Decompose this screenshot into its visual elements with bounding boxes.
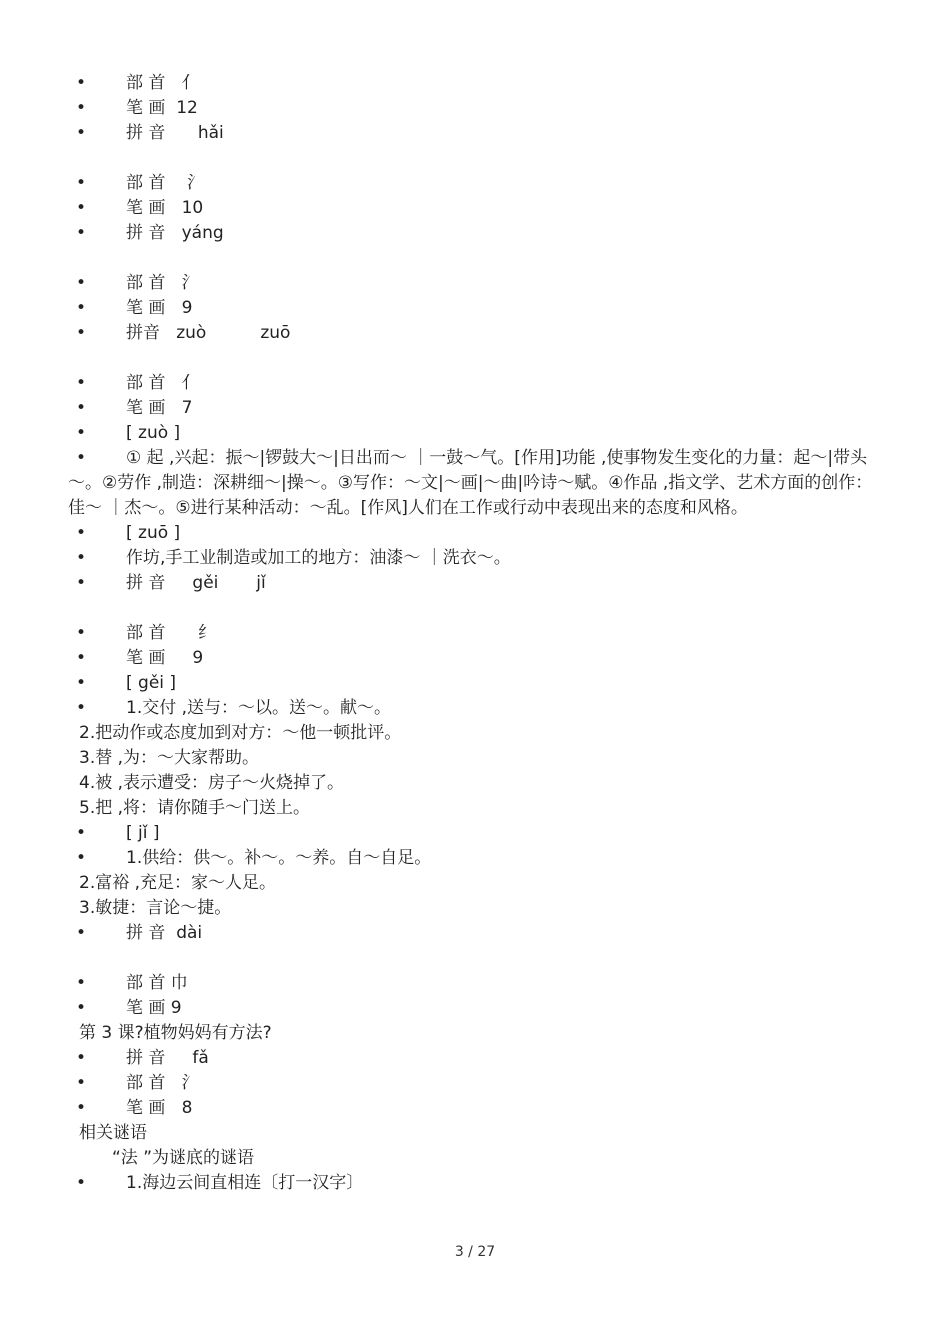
bullet-marker: • (76, 623, 87, 643)
bullet-marker: • (76, 73, 87, 93)
bullet-marker: • (76, 698, 87, 718)
bullet-marker: • (76, 998, 87, 1018)
list-item-text: [ zuō ] (126, 523, 181, 543)
bullet-marker: • (76, 848, 87, 868)
bullet-marker: • (76, 1173, 87, 1193)
list-item-text: 拼 音 dài (126, 923, 203, 943)
list-item-text: 拼音 zuò zuō (126, 323, 291, 343)
bullet-marker: • (76, 973, 87, 993)
list-item-text: 拼 音 gěi jǐ (126, 573, 266, 593)
list-item-text: 笔 画 9 (126, 298, 193, 318)
bullet-marker: • (76, 1098, 87, 1118)
list-item-text: 作坊,手工业制造或加工的地方：油漆～ ｜洗衣～。 (126, 548, 511, 568)
line-text: 5.把 ,将：请你随手～门送上。 (79, 798, 311, 818)
list-item-text: 笔 画 8 (126, 1098, 193, 1118)
list-item-text: 部 首 亻 (126, 73, 199, 93)
bullet-marker: • (76, 198, 87, 218)
line-text: “法 ”为谜底的谜语 (112, 1148, 255, 1168)
bullet-marker: • (76, 373, 87, 393)
list-item-text: 1.海边云间直相连〔打一汉字〕 (126, 1173, 364, 1193)
line-text: 3.敏捷：言论～捷。 (79, 898, 232, 918)
list-item-text: [ gěi ] (126, 673, 177, 693)
list-item-text: 拼 音 hǎi (126, 123, 224, 143)
bullet-marker: • (76, 573, 87, 593)
bullet-marker: • (76, 423, 87, 443)
bullet-marker: • (76, 548, 87, 568)
bullet-marker: • (76, 1073, 87, 1093)
line-text: 3.替 ,为：～大家帮助。 (79, 748, 260, 768)
line-text: 相关谜语 (79, 1123, 147, 1143)
list-item-text: 拼 音 yáng (126, 223, 224, 243)
list-item-text: 部 首 亻 (126, 373, 199, 393)
bullet-marker: • (76, 523, 87, 543)
list-item-text: 部 首 氵 (126, 173, 205, 193)
bullet-marker: • (76, 823, 87, 843)
list-item-text: 部 首 氵 (126, 273, 199, 293)
bullet-marker: • (76, 98, 87, 118)
list-item-text: 笔 画 7 (126, 398, 193, 418)
bullet-marker: • (76, 448, 87, 468)
list-item-text: 拼 音 fǎ (126, 1048, 209, 1068)
definition-paragraph (68, 446, 883, 521)
line-text: 2.富裕 ,充足：家～人足。 (79, 873, 277, 893)
list-item-text: [ jǐ ] (126, 823, 160, 843)
list-item-text: 1.交付 ,送与：～以。送～。献～。 (126, 698, 392, 718)
line-text: 4.被 ,表示遭受：房子～火烧掉了。 (79, 773, 345, 793)
bullet-marker: • (76, 173, 87, 193)
bullet-marker: • (76, 298, 87, 318)
bullet-marker: • (76, 398, 87, 418)
list-item-text: 1.供给：供～。补～。～养。自～自足。 (126, 848, 432, 868)
list-item-text: 笔 画 12 (126, 98, 198, 118)
list-item-text: 笔 画 9 (126, 648, 204, 668)
list-item-text: 部 首 纟 (126, 623, 215, 643)
paragraph-text: ① 起 ,兴起：振～|锣鼓大～|日出而～ ｜一鼓～气。[作用]功能 ,使事物发生变化的力量：起～|带头～。②劳作 ,制造：深耕细～|操～。③写作：～文|～画|～曲|吟诗～赋。④作品 ,指文学、艺术方面的创作：佳～ ｜杰～。⑤进行某种活动：～乱。[作风]人们在工作或行动中表现出来的态度和风格。 (68, 448, 873, 518)
bullet-marker: • (76, 223, 87, 243)
bullet-marker: • (76, 323, 87, 343)
list-item-text: 部 首 巾 (126, 973, 188, 993)
list-item-text: 部 首 氵 (126, 1073, 199, 1093)
line-text: 2.把动作或态度加到对方：～他一顿批评。 (79, 723, 402, 743)
list-item-text: 笔 画 10 (126, 198, 204, 218)
bullet-marker: • (76, 273, 87, 293)
list-item-text: 笔 画 9 (126, 998, 182, 1018)
bullet-marker: • (76, 923, 87, 943)
line-text: 第 3 课?植物妈妈有方法? (79, 1023, 272, 1043)
list-item-text: [ zuò ] (126, 423, 181, 443)
bullet-marker: • (76, 123, 87, 143)
page-number: 3 / 27 (454, 1244, 496, 1260)
bullet-marker: • (76, 1048, 87, 1068)
bullet-marker: • (76, 648, 87, 668)
bullet-marker: • (76, 673, 87, 693)
